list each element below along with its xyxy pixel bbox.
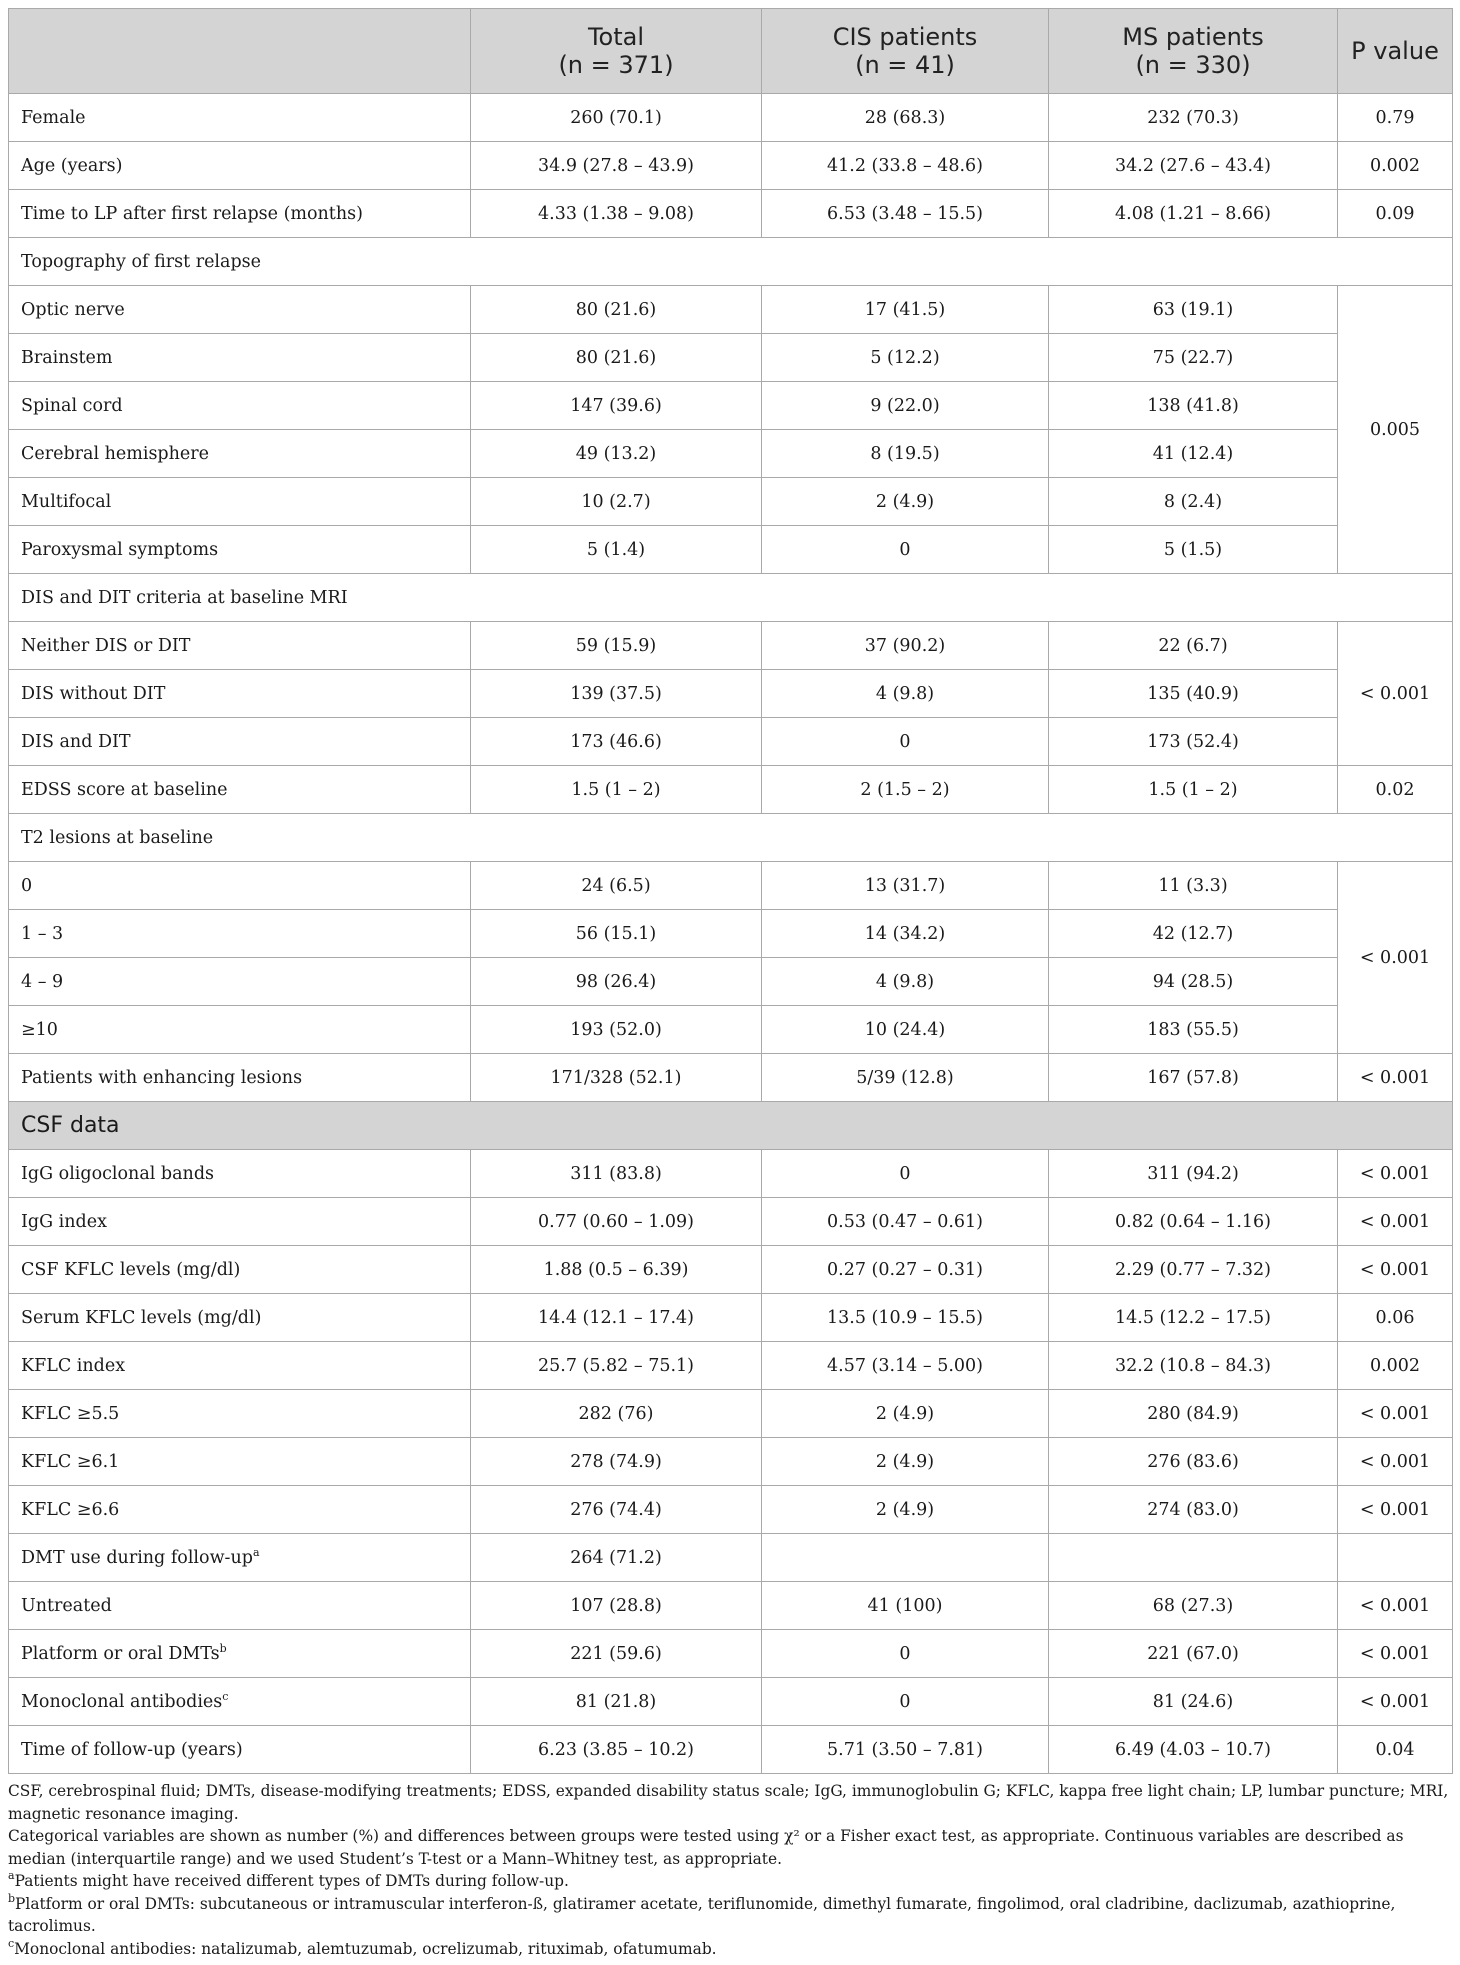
cell-ms: 274 (83.0) — [1049, 1486, 1338, 1534]
cell-cis: 2 (4.9) — [762, 478, 1049, 526]
group-header-row — [9, 814, 1453, 862]
cell-total: 1.5 (1 – 2) — [471, 766, 762, 814]
row-label-text: 1 – 3 — [21, 923, 64, 944]
footnote-c-mark: c — [8, 1936, 15, 1950]
row-label — [9, 1246, 471, 1294]
cell-ms: 183 (55.5) — [1049, 1006, 1338, 1054]
cell-ms: 81 (24.6) — [1049, 1678, 1338, 1726]
cell-total: 59 (15.9) — [471, 622, 762, 670]
table-row — [9, 526, 1453, 574]
cell-p-value: < 0.001 — [1338, 1630, 1453, 1678]
footnote-abbreviations: CSF, cerebrospinal fluid; DMTs, disease-modifying treatments; EDSS, expanded disability status scale; IgG, immunoglobulin G; KFLC, kappa free light chain; LP, lumbar puncture; MRI, magnetic resonance imaging. — [8, 1782, 1449, 1823]
table-row — [9, 334, 1453, 382]
cell-total: 5 (1.4) — [471, 526, 762, 574]
cell-ms: 280 (84.9) — [1049, 1390, 1338, 1438]
cell-p-value: < 0.001 — [1338, 1150, 1453, 1198]
cell-total: 80 (21.6) — [471, 286, 762, 334]
row-label-text: DIS without DIT — [21, 683, 166, 704]
row-label — [9, 478, 471, 526]
cell-p-value: < 0.001 — [1338, 1246, 1453, 1294]
cell-total: 260 (70.1) — [471, 94, 762, 142]
cell-ms: 94 (28.5) — [1049, 958, 1338, 1006]
row-label-text: Multifocal — [21, 491, 112, 512]
cell-cis: 0 — [762, 1630, 1049, 1678]
cell-total: 171/328 (52.1) — [471, 1054, 762, 1102]
cell-total: 4.33 (1.38 – 9.08) — [471, 190, 762, 238]
cell-total: 221 (59.6) — [471, 1630, 762, 1678]
section-row — [9, 1102, 1453, 1150]
cell-total: 147 (39.6) — [471, 382, 762, 430]
header-cis-n: (n = 41) — [855, 51, 955, 79]
table-row — [9, 862, 1453, 910]
cell-cis: 9 (22.0) — [762, 382, 1049, 430]
table-row — [9, 190, 1453, 238]
cell-p-value: < 0.001 — [1338, 1678, 1453, 1726]
row-label — [9, 670, 471, 718]
cell-ms: 32.2 (10.8 – 84.3) — [1049, 1342, 1338, 1390]
cell-cis: 13 (31.7) — [762, 862, 1049, 910]
cell-total: 81 (21.8) — [471, 1678, 762, 1726]
cell-ms: 11 (3.3) — [1049, 862, 1338, 910]
cell-ms: 135 (40.9) — [1049, 670, 1338, 718]
cell-ms: 1.5 (1 – 2) — [1049, 766, 1338, 814]
cell-cis: 10 (24.4) — [762, 1006, 1049, 1054]
row-label — [9, 286, 471, 334]
cell-ms: 42 (12.7) — [1049, 910, 1338, 958]
cell-p-value: < 0.001 — [1338, 1438, 1453, 1486]
cell-total: 311 (83.8) — [471, 1150, 762, 1198]
cell-cis: 8 (19.5) — [762, 430, 1049, 478]
cell-cis: 0.27 (0.27 – 0.31) — [762, 1246, 1049, 1294]
row-label — [9, 94, 471, 142]
cell-total: 25.7 (5.82 – 75.1) — [471, 1342, 762, 1390]
cell-cis: 0.53 (0.47 – 0.61) — [762, 1198, 1049, 1246]
row-label-text: IgG oligoclonal bands — [21, 1163, 215, 1184]
cell-total: 278 (74.9) — [471, 1438, 762, 1486]
row-label — [9, 526, 471, 574]
row-label-text: DMT use during follow-up — [21, 1547, 253, 1568]
row-label-text: Time to LP after first relapse (months) — [21, 203, 363, 224]
cell-total: 276 (74.4) — [471, 1486, 762, 1534]
cell-p-value: < 0.001 — [1338, 1390, 1453, 1438]
cell-total: 193 (52.0) — [471, 1006, 762, 1054]
row-label — [9, 1054, 471, 1102]
cell-cis: 4 (9.8) — [762, 958, 1049, 1006]
cell-p-value — [1338, 1534, 1453, 1582]
header-total-n: (n = 371) — [558, 51, 674, 79]
cell-cis: 5 (12.2) — [762, 334, 1049, 382]
row-label — [9, 1294, 471, 1342]
cell-cis: 6.53 (3.48 – 15.5) — [762, 190, 1049, 238]
cell-p-value: < 0.001 — [1338, 862, 1453, 1054]
row-label — [9, 622, 471, 670]
cell-total: 107 (28.8) — [471, 1582, 762, 1630]
cell-total: 173 (46.6) — [471, 718, 762, 766]
table-row — [9, 958, 1453, 1006]
table-row — [9, 1582, 1453, 1630]
patient-characteristics-table — [8, 8, 1453, 1774]
cell-p-value: 0.002 — [1338, 142, 1453, 190]
cell-total: 264 (71.2) — [471, 1534, 762, 1582]
row-label-text: DIS and DIT — [21, 731, 131, 752]
table-row — [9, 1726, 1453, 1774]
cell-total: 80 (21.6) — [471, 334, 762, 382]
row-label — [9, 190, 471, 238]
cell-ms: 68 (27.3) — [1049, 1582, 1338, 1630]
row-label-text: Platform or oral DMTs — [21, 1643, 220, 1664]
footnote-a — [8, 1870, 1452, 1893]
table-row — [9, 1054, 1453, 1102]
cell-total: 139 (37.5) — [471, 670, 762, 718]
footnote-b-text: Platform or oral DMTs: subcutaneous or intramuscular interferon-ß, glatiramer acetate, teriflunomide, dimethyl fumarate, fingolimod, oral cladribine, daclizumab, azathioprine, tacrolimus. — [8, 1894, 1396, 1935]
row-label — [9, 814, 1453, 862]
cell-p-value: 0.002 — [1338, 1342, 1453, 1390]
header-ms — [1049, 9, 1338, 94]
row-label — [9, 574, 1453, 622]
cell-cis: 0 — [762, 1678, 1049, 1726]
cell-ms: 221 (67.0) — [1049, 1630, 1338, 1678]
table-row — [9, 622, 1453, 670]
cell-ms: 311 (94.2) — [1049, 1150, 1338, 1198]
table-row — [9, 1486, 1453, 1534]
row-label — [9, 382, 471, 430]
table-row — [9, 430, 1453, 478]
cell-cis: 13.5 (10.9 – 15.5) — [762, 1294, 1049, 1342]
cell-total: 34.9 (27.8 – 43.9) — [471, 142, 762, 190]
cell-ms: 5 (1.5) — [1049, 526, 1338, 574]
cell-total: 98 (26.4) — [471, 958, 762, 1006]
table-row — [9, 1438, 1453, 1486]
cell-total: 0.77 (0.60 – 1.09) — [471, 1198, 762, 1246]
row-label — [9, 238, 1453, 286]
row-label — [9, 1198, 471, 1246]
cell-cis: 5/39 (12.8) — [762, 1054, 1049, 1102]
cell-p-value: < 0.001 — [1338, 1054, 1453, 1102]
cell-p-value: 0.04 — [1338, 1726, 1453, 1774]
row-label-text: CSF KFLC levels (mg/dl) — [21, 1259, 241, 1280]
row-label — [9, 430, 471, 478]
cell-cis: 2 (4.9) — [762, 1438, 1049, 1486]
table-container — [8, 8, 1452, 1960]
row-label-text: Female — [21, 107, 86, 128]
row-label — [9, 1150, 471, 1198]
cell-total: 1.88 (0.5 – 6.39) — [471, 1246, 762, 1294]
row-label-text: KFLC ≥5.5 — [21, 1403, 120, 1424]
cell-cis — [762, 1534, 1049, 1582]
cell-cis: 4 (9.8) — [762, 670, 1049, 718]
cell-ms: 34.2 (27.6 – 43.4) — [1049, 142, 1338, 190]
header-total-title: Total — [587, 23, 645, 51]
cell-ms: 6.49 (4.03 – 10.7) — [1049, 1726, 1338, 1774]
row-label — [9, 334, 471, 382]
row-label — [9, 1630, 471, 1678]
cell-cis: 0 — [762, 1150, 1049, 1198]
cell-ms: 41 (12.4) — [1049, 430, 1338, 478]
table-row — [9, 670, 1453, 718]
header-variable — [9, 9, 471, 94]
table-row — [9, 1150, 1453, 1198]
row-label — [9, 1006, 471, 1054]
table-row — [9, 766, 1453, 814]
cell-p-value: 0.06 — [1338, 1294, 1453, 1342]
cell-cis: 28 (68.3) — [762, 94, 1049, 142]
table-row — [9, 1630, 1453, 1678]
row-label-text: Topography of first relapse — [21, 251, 261, 272]
cell-cis: 41 (100) — [762, 1582, 1049, 1630]
row-label-text: Cerebral hemisphere — [21, 443, 209, 464]
row-label — [9, 1534, 471, 1582]
row-label — [9, 1342, 471, 1390]
row-label — [9, 862, 471, 910]
cell-cis: 2 (1.5 – 2) — [762, 766, 1049, 814]
table-row — [9, 94, 1453, 142]
row-label-text: Monoclonal antibodies — [21, 1691, 223, 1712]
cell-total: 6.23 (3.85 – 10.2) — [471, 1726, 762, 1774]
table-row — [9, 1246, 1453, 1294]
cell-cis: 37 (90.2) — [762, 622, 1049, 670]
row-label-text: T2 lesions at baseline — [21, 827, 214, 848]
cell-cis: 5.71 (3.50 – 7.81) — [762, 1726, 1049, 1774]
cell-total: 14.4 (12.1 – 17.4) — [471, 1294, 762, 1342]
cell-ms: 232 (70.3) — [1049, 94, 1338, 142]
cell-ms — [1049, 1534, 1338, 1582]
row-label-text: EDSS score at baseline — [21, 779, 228, 800]
table-row — [9, 718, 1453, 766]
table-row — [9, 1198, 1453, 1246]
row-label-text: Untreated — [21, 1595, 112, 1616]
row-label — [9, 142, 471, 190]
group-header-row — [9, 238, 1453, 286]
footnote-c — [8, 1938, 1452, 1961]
row-label-text: DIS and DIT criteria at baseline MRI — [21, 587, 348, 608]
cell-p-value: < 0.001 — [1338, 1486, 1453, 1534]
cell-p-value: 0.005 — [1338, 286, 1453, 574]
row-label-text: Patients with enhancing lesions — [21, 1067, 303, 1088]
footnote-a-mark: a — [8, 1869, 15, 1882]
table-footnotes — [8, 1780, 1452, 1960]
footnote-marker: c — [222, 1689, 229, 1703]
table-row — [9, 1678, 1453, 1726]
row-label-text: Paroxysmal symptoms — [21, 539, 219, 560]
cell-ms: 0.82 (0.64 – 1.16) — [1049, 1198, 1338, 1246]
header-ms-n: (n = 330) — [1135, 51, 1251, 79]
row-label — [9, 1102, 1453, 1150]
row-label-text: Serum KFLC levels (mg/dl) — [21, 1307, 262, 1328]
cell-total: 56 (15.1) — [471, 910, 762, 958]
row-label-text: 0 — [21, 875, 33, 896]
footnote-a-text: Patients might have received different types of DMTs during follow-up. — [14, 1872, 569, 1890]
cell-cis: 4.57 (3.14 – 5.00) — [762, 1342, 1049, 1390]
table-row — [9, 1534, 1453, 1582]
header-ms-title: MS patients — [1122, 23, 1264, 51]
cell-ms: 14.5 (12.2 – 17.5) — [1049, 1294, 1338, 1342]
table-row — [9, 286, 1453, 334]
cell-ms: 22 (6.7) — [1049, 622, 1338, 670]
row-label-text: ≥10 — [21, 1019, 58, 1040]
row-label-text: Time of follow-up (years) — [21, 1739, 243, 1760]
cell-p-value: 0.79 — [1338, 94, 1453, 142]
row-label — [9, 1438, 471, 1486]
cell-cis: 17 (41.5) — [762, 286, 1049, 334]
table-row — [9, 1342, 1453, 1390]
row-label-text: CSF data — [21, 1113, 120, 1138]
cell-cis: 14 (34.2) — [762, 910, 1049, 958]
row-label — [9, 766, 471, 814]
cell-ms: 8 (2.4) — [1049, 478, 1338, 526]
cell-ms: 63 (19.1) — [1049, 286, 1338, 334]
row-label — [9, 1486, 471, 1534]
cell-total: 282 (76) — [471, 1390, 762, 1438]
header-p-value: P value — [1338, 9, 1453, 94]
row-label — [9, 1726, 471, 1774]
cell-cis: 0 — [762, 526, 1049, 574]
cell-ms: 167 (57.8) — [1049, 1054, 1338, 1102]
table-row — [9, 1294, 1453, 1342]
row-label-text: Brainstem — [21, 347, 113, 368]
cell-total: 49 (13.2) — [471, 430, 762, 478]
row-label-text: KFLC ≥6.6 — [21, 1499, 120, 1520]
row-label — [9, 910, 471, 958]
row-label — [9, 718, 471, 766]
row-label — [9, 958, 471, 1006]
footnote-methods: Categorical variables are shown as number (%) and differences between groups were tested using χ² or a Fisher exact test, as appropriate. Continuous variables are described as median (interquartile range) and we used Student’s T-test or a Mann–Whitney test, as appropriate. — [8, 1827, 1404, 1868]
table-row — [9, 382, 1453, 430]
cell-p-value: 0.09 — [1338, 190, 1453, 238]
table-row — [9, 910, 1453, 958]
cell-total: 10 (2.7) — [471, 478, 762, 526]
row-label-text: Age (years) — [21, 155, 123, 176]
header-cis — [762, 9, 1049, 94]
header-row — [9, 9, 1453, 94]
cell-p-value: < 0.001 — [1338, 1582, 1453, 1630]
header-total — [471, 9, 762, 94]
table-row — [9, 1006, 1453, 1054]
cell-ms: 276 (83.6) — [1049, 1438, 1338, 1486]
table-body — [9, 94, 1453, 1774]
footnote-c-text: Monoclonal antibodies: natalizumab, alemtuzumab, ocrelizumab, rituximab, ofatumumab. — [14, 1939, 717, 1958]
row-label-text: KFLC index — [21, 1355, 126, 1376]
row-label-text: 4 – 9 — [21, 971, 64, 992]
row-label — [9, 1390, 471, 1438]
header-cis-title: CIS patients — [832, 23, 978, 51]
cell-p-value: 0.02 — [1338, 766, 1453, 814]
footnote-b-mark: b — [8, 1891, 16, 1905]
table-row — [9, 142, 1453, 190]
footnote-b — [8, 1893, 1452, 1938]
cell-cis: 0 — [762, 718, 1049, 766]
row-label-text: IgG index — [21, 1211, 107, 1232]
table-row — [9, 1390, 1453, 1438]
table-row — [9, 478, 1453, 526]
row-label-text: Optic nerve — [21, 299, 125, 320]
cell-ms: 2.29 (0.77 – 7.32) — [1049, 1246, 1338, 1294]
footnote-marker: a — [252, 1545, 260, 1559]
row-label — [9, 1582, 471, 1630]
cell-cis: 41.2 (33.8 – 48.6) — [762, 142, 1049, 190]
cell-ms: 75 (22.7) — [1049, 334, 1338, 382]
cell-p-value: < 0.001 — [1338, 622, 1453, 766]
cell-cis: 2 (4.9) — [762, 1486, 1049, 1534]
row-label — [9, 1678, 471, 1726]
cell-total: 24 (6.5) — [471, 862, 762, 910]
cell-p-value: < 0.001 — [1338, 1198, 1453, 1246]
row-label-text: Spinal cord — [21, 395, 123, 416]
row-label-text: KFLC ≥6.1 — [21, 1451, 120, 1472]
row-label-text: Neither DIS or DIT — [21, 635, 191, 656]
cell-ms: 173 (52.4) — [1049, 718, 1338, 766]
group-header-row — [9, 574, 1453, 622]
footnote-marker: b — [219, 1641, 227, 1655]
cell-ms: 138 (41.8) — [1049, 382, 1338, 430]
cell-ms: 4.08 (1.21 – 8.66) — [1049, 190, 1338, 238]
cell-cis: 2 (4.9) — [762, 1390, 1049, 1438]
